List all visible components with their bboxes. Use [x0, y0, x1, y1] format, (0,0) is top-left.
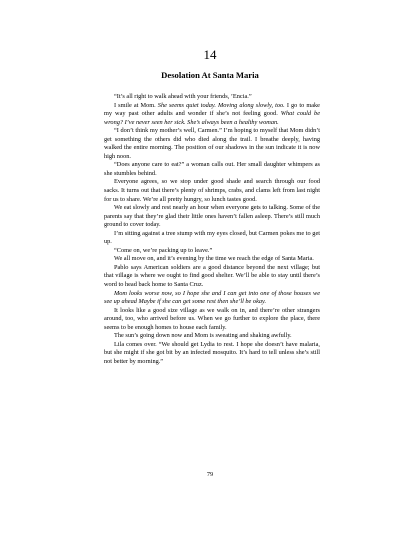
- chapter-body: [104, 93, 320, 367]
- paragraph-text: Everyone agrees, so we stop under good shade and search through our food sacks. It turns out that there’s plenty of shrimps, crabs, and clams left from last night for us to share. We’re all pretty hungry, so lunch tastes good.: [104, 178, 320, 203]
- paragraph-text: “Does anyone care to eat?” a woman calls out. Her small daughter whimpers as she stumbles behind.: [104, 161, 320, 177]
- paragraph-text: Lila comes over. “We should get Lydia to rest. I hope she doesn’t have malaria, but she might if she got bit by an infected mosquito. It’s hard to tell unless she’s still not better by morning.”: [104, 340, 320, 365]
- body-paragraph: [104, 290, 320, 307]
- paragraph-text: We eat slowly and rest nearly an hour when everyone gets to talking. Some of the parents say that they’re glad their little ones haven’t fallen asleep. There’s still much ground to cover today.: [104, 204, 320, 229]
- italic-text: She seems quiet today. Moving along slowly, too.: [157, 101, 285, 109]
- paragraph-text: I smile at Mom.: [114, 101, 158, 109]
- paragraph-text: We all move on, and it’s evening by the time we reach the edge of Santa Maria.: [114, 255, 314, 263]
- italic-text: Mom looks worse now, so I hope she and I can get into one of those houses we see up ahead Maybe if she can get some rest then she’ll be okay.: [104, 289, 320, 306]
- paragraph-text: “Come on, we’re packing up to leave.”: [114, 246, 213, 254]
- paragraph-text: “I don’t think my mother’s well, Carmen.” I’m hoping to myself that Mom didn’t get something the others did who died along the trail. I breathe deeply, having walked the entire morning. The position of our shadows in the sun indicate it is now high noon.: [104, 127, 320, 160]
- italic-text: What could be wrong? I’ve never seen her sick. She’s always been a healthy woman.: [104, 110, 321, 126]
- paragraph-text: I go to make my way past other adults and wonder if she’s not feeling good.: [104, 101, 320, 118]
- body-paragraph: [104, 332, 320, 341]
- body-paragraph: [104, 161, 320, 178]
- paragraph-text: I’m sitting against a tree stump with my eyes closed, but Carmen pokes me to get up.: [104, 229, 320, 246]
- body-paragraph: [104, 341, 320, 367]
- paragraph-text: “It’s all right to walk ahead with your friends, ’Encia.”: [114, 93, 252, 100]
- body-paragraph: [104, 307, 320, 333]
- body-paragraph: [104, 178, 320, 204]
- paragraph-text: It looks like a good size village as we walk on in, and there’re other strangers around, too, who arrived before us. When we go further to explore the place, there seems to be enough homes to house each family.: [104, 306, 320, 331]
- chapter-title: Desolation At Santa Maria: [161, 70, 259, 80]
- body-paragraph: [104, 255, 320, 264]
- body-paragraph: [104, 127, 320, 161]
- body-paragraph: [104, 247, 320, 256]
- page-number: 79: [206, 471, 214, 478]
- body-paragraph: [104, 264, 320, 290]
- body-paragraph: [104, 204, 320, 230]
- paragraph-text: Pablo says American soldiers are a good distance beyond the next village; but that village is where we ought to find good shelter. We’ll be able to stay until there’s word to head back home to Santa Cruz.: [104, 263, 320, 289]
- body-paragraph: [104, 102, 320, 128]
- body-paragraph: [104, 230, 320, 247]
- body-paragraph: [104, 93, 320, 102]
- paragraph-text: The sun’s going down now and Mom is sweating and shaking awfully.: [114, 332, 292, 340]
- chapter-number: 14: [203, 47, 217, 62]
